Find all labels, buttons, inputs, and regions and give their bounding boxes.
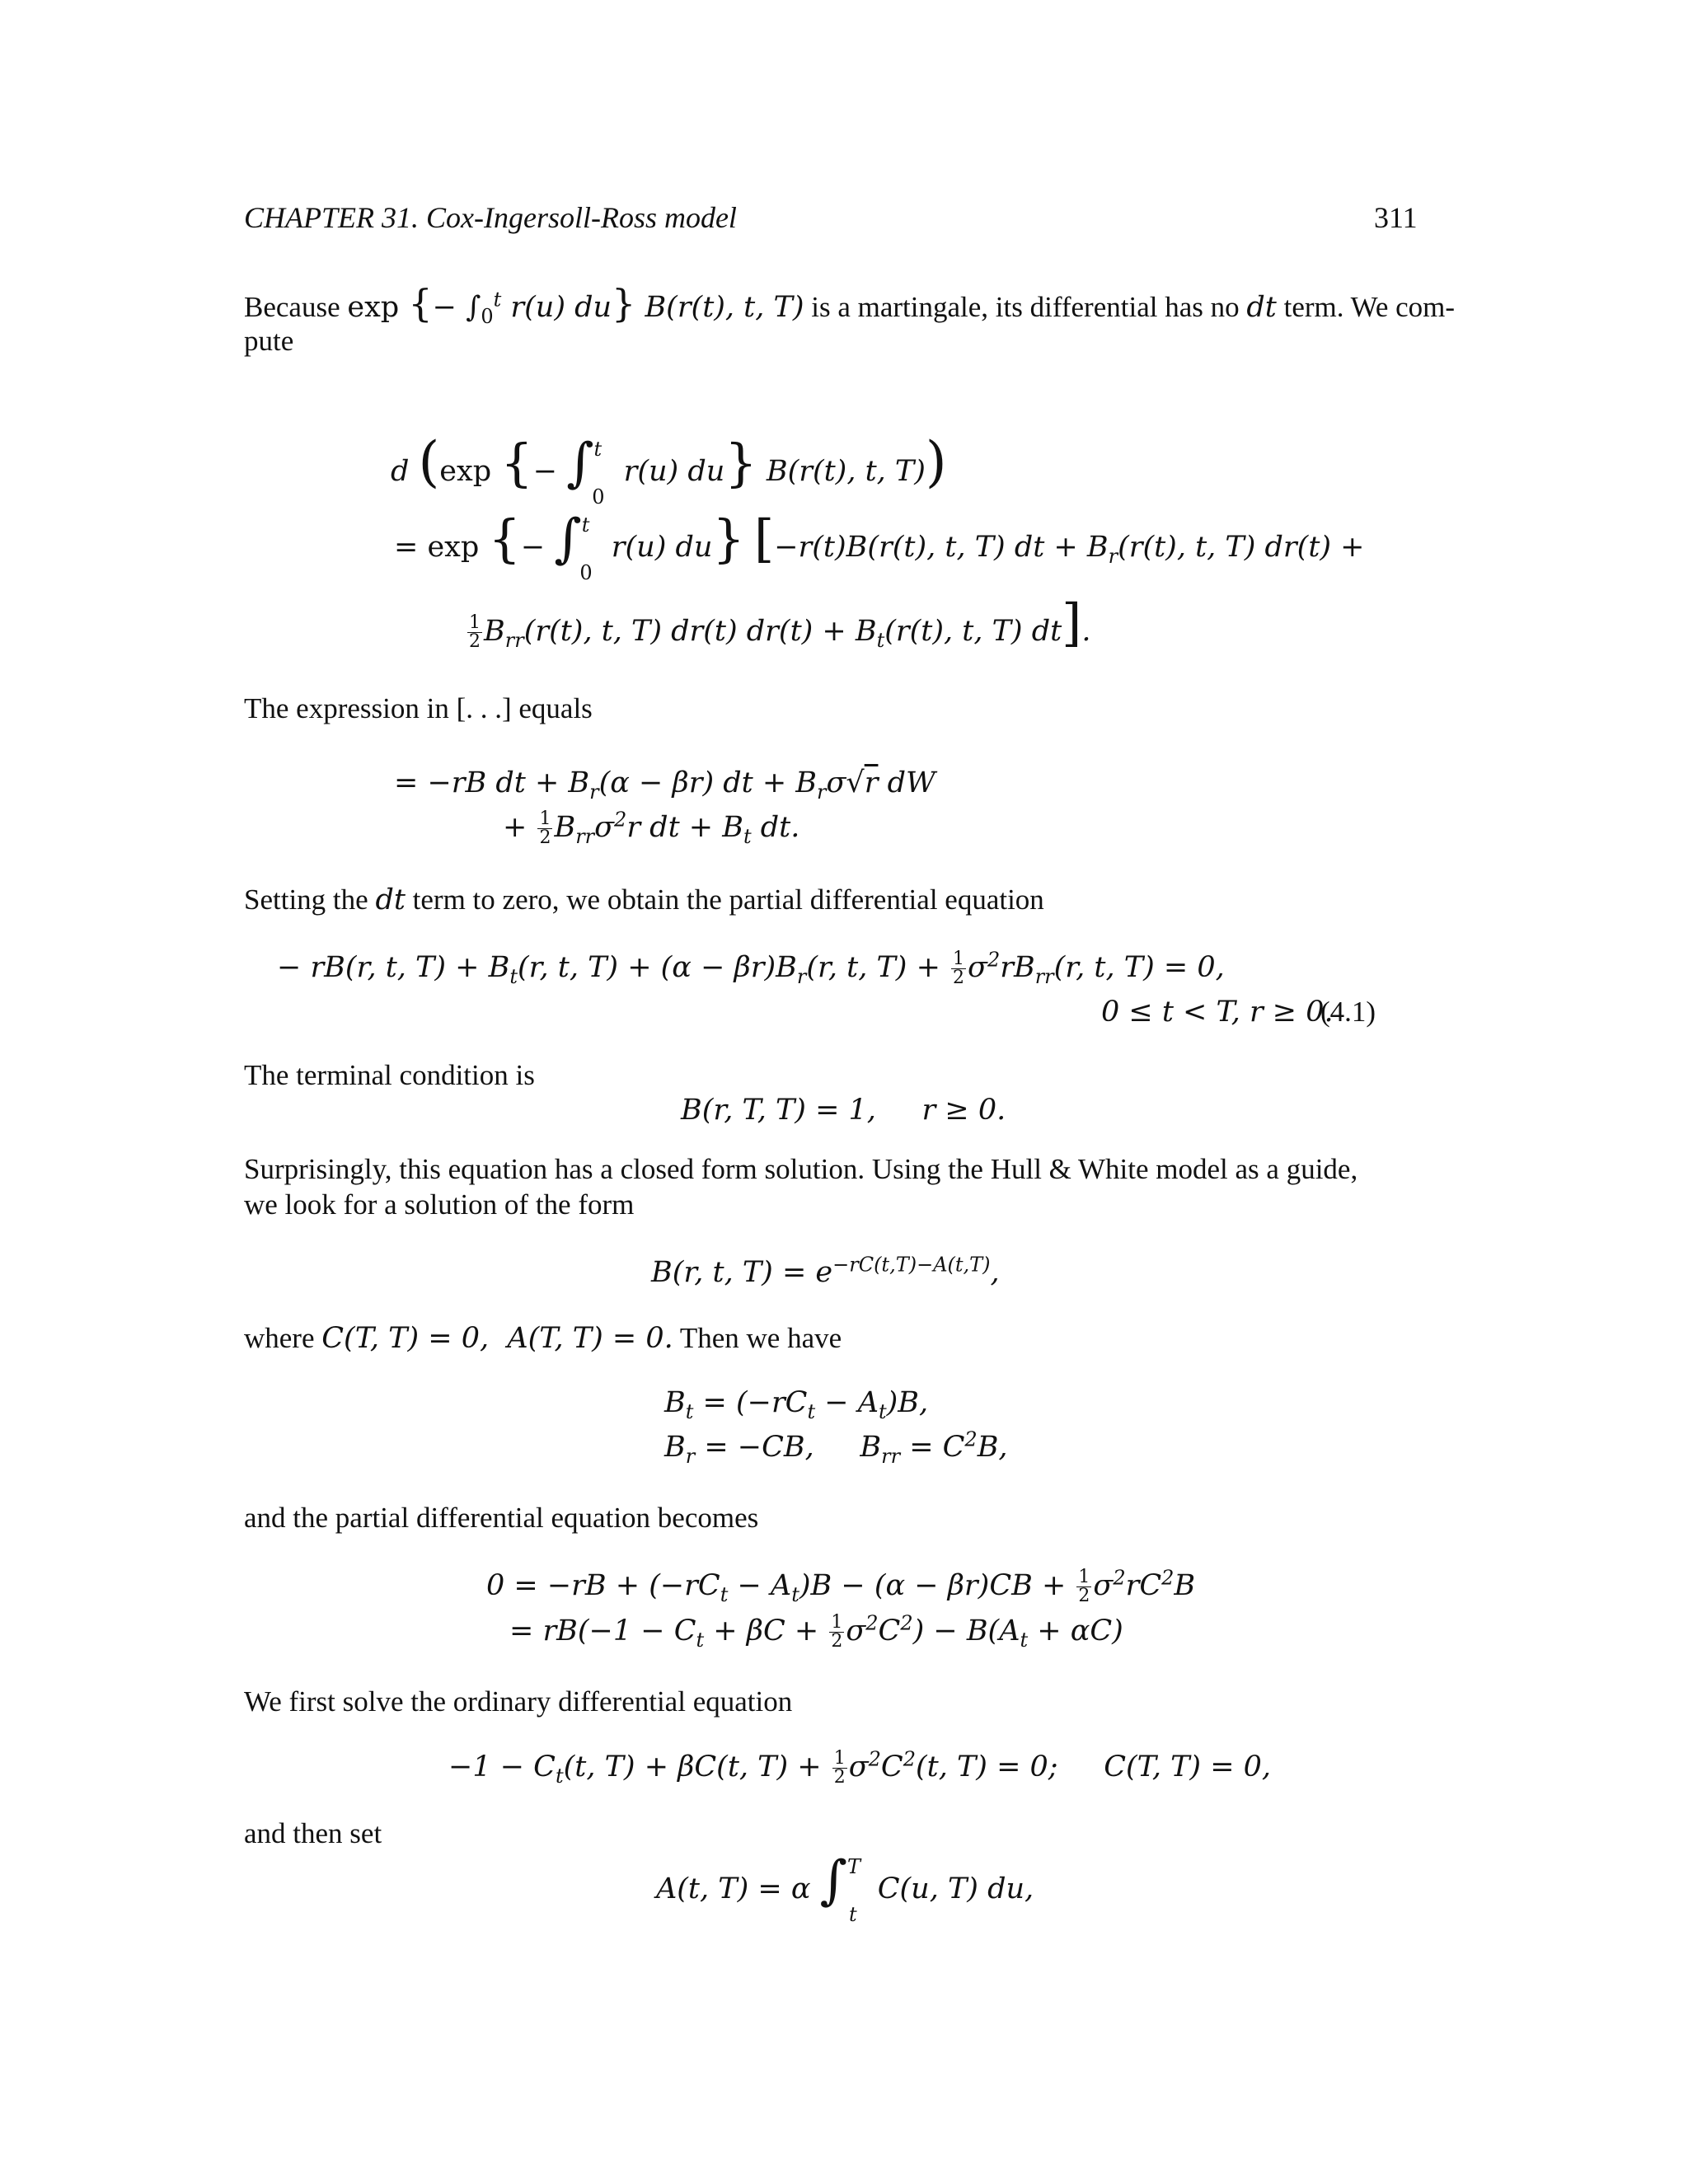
- equation-number-4-1: (4.1): [1320, 996, 1376, 1028]
- equation-pde-condition: 0 ≤ t < T, r ≥ 0.: [1101, 996, 1334, 1029]
- paragraph-3: [244, 880, 1044, 920]
- equation-pde-line-1: − rB(r, t, $T) + B_t(r$, t, $T) + (\alpha - \beta r)B_r(r$, t, T) + $\frac{1}{2}$ $\sigma^2rB_{rr}(r$, t, T) = 0,: [277, 948, 1225, 988]
- equation-solution-form: B(r, t, $T) = e^{-rC(t,T)-A(t,T)}$,: [651, 1253, 1000, 1289]
- paragraph-1-text-c: term. We com-: [1283, 291, 1456, 323]
- inline-dt: dt: [1246, 291, 1277, 324]
- equation-expansion-line-2: + $\frac{1}{2}$ $B_{rr}\sigma^2r$ dt + $B_t$ dt.: [503, 808, 800, 848]
- paragraph-2: The expression in [. . .] equals: [244, 692, 593, 724]
- equation-a-integral: A(t, T) = α ∫$^T_t$ C(u, T) du,: [656, 1850, 1034, 1926]
- inline-boundary-conditions: C(T, T) = 0, A(T, T) = 0.: [321, 1322, 673, 1355]
- equation-derivatives-line-2: $B_r = -CB$, $B_{rr} = C^2B$,: [664, 1427, 1008, 1468]
- paragraph-5-line-1: Surprisingly, this equation has a closed form solution. Using the Hull & White model as a guide,: [244, 1153, 1358, 1185]
- equation-expansion-line-1: = −rB dt + $B_r(\alpha - \beta r)$ dt + $B_r\sigma√r$ dW: [394, 766, 935, 804]
- chapter-header: CHAPTER 31. Cox-Ingersoll-Ross model: [244, 201, 737, 234]
- inline-discount-factor-formula: exp {− $\int_0^t$ r(u) du} B(r(t), t, T): [347, 281, 804, 328]
- equation-ode: $-1 - C_t(t$, T) + βC(t, T) + $\frac{1}{2}$ $\sigma^2C^2(t$, T) = 0; C(T, T) = 0,: [448, 1747, 1272, 1788]
- equation-derivatives-line-1: $B_t = (-rC_t - A_t)B$,: [664, 1386, 929, 1423]
- equation-terminal-condition: B(r, T, T) = 1, r ≥ 0.: [681, 1094, 1006, 1127]
- paragraph-3-text-a: Setting the: [244, 883, 368, 916]
- equation-differential-line-3: $\frac{1}{2}$ $B_{rr}(r(t)$, t, T) dr(t) $dr(t) + B_t(r(t)$, t, T) dt].: [469, 593, 1091, 653]
- paragraph-1-text-d: pute: [244, 325, 294, 357]
- paragraph-7: and the partial differential equation becomes: [244, 1502, 759, 1534]
- paragraph-6-text-b: Then we have: [679, 1322, 842, 1354]
- equation-pde-substituted-line-1: $0 = -rB + (-rC_t - A_t)B - (\alpha - \beta r)CB$ + $\frac{1}{2}$ $\sigma^2rC^2B$: [486, 1566, 1196, 1606]
- paragraph-1-text-b: is a martingale, its differential has no: [811, 291, 1240, 323]
- equation-differential-line-2: = exp {− ∫$^t_0$ r(u) du} [−r(t)B(r(t), t, T) dt + $B_r(r(t)$, t, T) dr(t) +: [394, 509, 1365, 584]
- paragraph-4: The terminal condition is: [244, 1059, 535, 1091]
- paragraph-1-text-a: Because: [244, 291, 340, 323]
- paragraph-1-line-1: [244, 281, 1456, 328]
- paragraph-6: [244, 1319, 842, 1358]
- paragraph-8: We first solve the ordinary differential equation: [244, 1685, 793, 1718]
- paragraph-6-text-a: where: [244, 1322, 315, 1354]
- equation-pde-substituted-line-2: = $rB(-1 - C_t + \beta C$ + $\frac{1}{2}$ $\sigma^2C^2) - B(A_t + \alpha C)$: [509, 1611, 1123, 1652]
- page-number: 311: [1374, 201, 1418, 234]
- paragraph-5-line-2: we look for a solution of the form: [244, 1188, 635, 1221]
- inline-dt-2: dt: [375, 883, 406, 916]
- equation-differential-line-1: d (exp {− ∫$^t_0$ r(u) du} B(r(t), t, T)): [391, 430, 947, 509]
- paragraph-3-text-b: term to zero, we obtain the partial differential equation: [412, 883, 1044, 916]
- paragraph-9: and then set: [244, 1817, 382, 1849]
